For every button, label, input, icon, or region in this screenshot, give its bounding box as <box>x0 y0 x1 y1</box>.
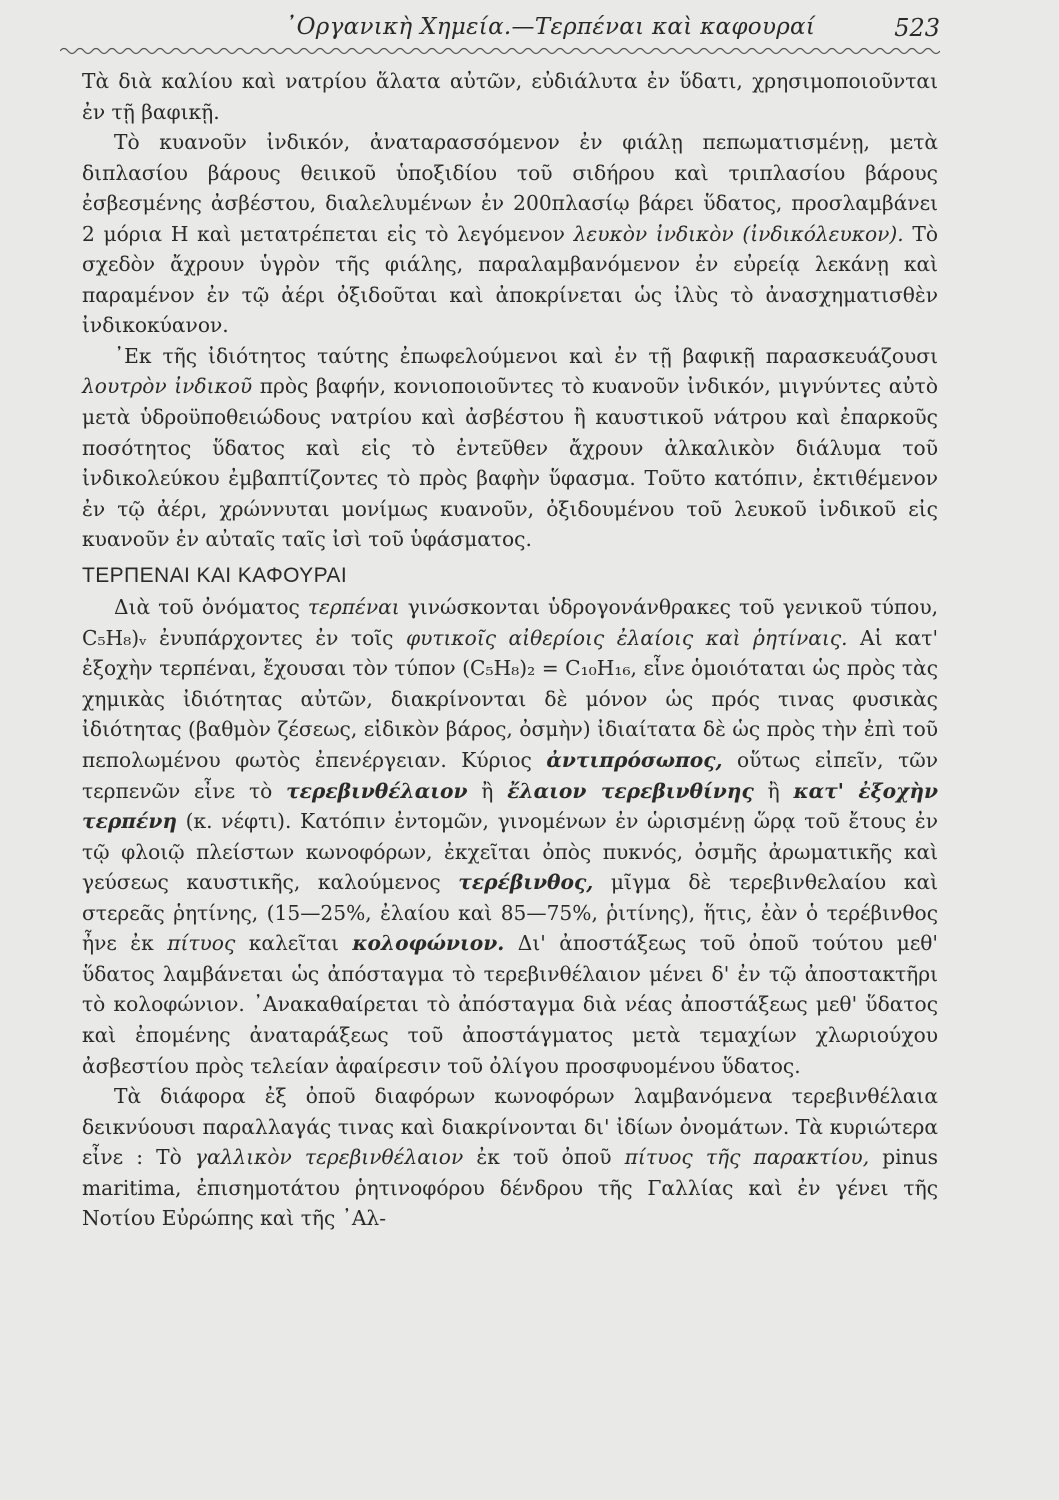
emphasis: λευκὸν ἰνδικὸν (ἰνδικόλευκον). <box>573 221 904 246</box>
bold-term: κολοφώνιον. <box>352 931 505 956</box>
bold-term: κατ' ἐξοχὴν τερπένη <box>82 778 939 834</box>
bold-term: τερέβινθος, <box>458 870 594 895</box>
paragraph: Διὰ τοῦ ὀνόματος τερπέναι γινώσκονται ὑδρογονάνθρακες τοῦ γενικοῦ τύπου, C₅H₈)ᵥ ἐνυπάρχοντες ἐν τοῖς φυτικοῖς αἰθερίοις ἐλαίοις καὶ ῥητίναις. Αἱ κατ' ἐξοχὴν τερπέναι, ἔχουσαι τὸν τύπον (C₅H₈)₂ = C₁₀H₁₆, εἶνε ὁμοιόταται ὡς πρὸς τὰς χημικὰς ἰδιότητας αὐτῶν, διακρίνονται δὲ μόνον ὡς πρός τινας φυσικὰς ἰδιότητας (βαθμὸν ζέσεως, εἰδικὸν βάρος, ὀσμὴν) ἰδιαίτατα δὲ ὡς πρὸς τὴν ἐπὶ τοῦ πεπολωμένου φωτὸς ἐπενέργειαν. Κύριος ἀντιπρόσωπος, οὕτως εἰπεῖν, τῶν τερπενῶν εἶνε τὸ τερεβινθέλαιον ἢ ἔλαιον τερεβινθίνης ἢ κατ' ἐξοχὴν τερπένη (κ. νέφτι). Κατόπιν ἐντομῶν, γινομένων ἐν ὡρισμένῃ ὥρᾳ τοῦ ἔτους ἐν τῷ φλοιῷ πλείστων κωνοφόρων, ἐκχεῖται ὀπὸς πυκνός, ὀσμῆς ἀρωματικῆς καὶ γεύσεως καυστικῆς, καλούμενος τερέβινθος, μῖγμα δὲ τερεβινθελαίου καὶ στερεᾶς ῥητίνης, (15—25%, ἐλαίου καὶ 85—75%, ῥιτίνης), ἥτις, ἐὰν ὁ τερέβινθος ἦνε ἐκ πίτυος καλεῖται κολοφώνιον. Δι' ἀποστάξεως τοῦ ὀποῦ τούτου μεθ' ὕδατος λαμβάνεται ὡς ἀπόσταγμα τὸ τερεβινθέλαιον μένει δ' ἐν τῷ ἀποστακτῆρι τὸ κολοφώνιον. ᾿Ανακαθαίρεται τὸ ἀπόσταγμα διὰ νέας ἀποστάξεως μεθ' ὕδατος καὶ ἐπομένης ἀναταράξεως τοῦ ἀποστάγματος μετὰ τεμαχίων χλωριούχου ἀσβεστίου πρὸς τελείαν ἀφαίρεσιν τοῦ ὀλίγου προσφυομένου ὕδατος. <box>82 595 939 1078</box>
emphasis: γαλλικὸν τερεβινθέλαιον <box>194 1145 464 1170</box>
bold-term: ἀντιπρόσωπος, <box>546 748 723 773</box>
running-title: ᾿Οργανικὴ Χημεία.—Τερπέναι καὶ καφουραί <box>284 14 816 40</box>
paragraph: Τὰ διὰ καλίου καὶ νατρίου ἅλατα αὐτῶν, εὐδιάλυτα ἐν ὕδατι, χρησιμοποιοῦνται ἐν τῇ βαφικῇ. <box>82 69 938 124</box>
emphasis: λουτρὸν ἰνδικοῦ <box>82 374 253 399</box>
bold-term: ἔλαιον τερεβινθίνης <box>507 778 754 803</box>
paragraph: Τὸ κυανοῦν ἰνδικόν, ἀναταρασσόμενον ἐν φιάλῃ πεπωματισμένῃ, μετὰ διπλασίου βάρους θειικοῦ ὑποξιδίου τοῦ σιδήρου καὶ τριπλασίου βάρους ἐσβεσμένης ἀσβέστου, διαλελυμένων ἐν 200πλασίῳ βάρει ὕδατος, προσλαμβάνει 2 μόρια Η καὶ μετατρέπεται εἰς τὸ λεγόμενον λευκὸν ἰνδικὸν (ἰνδικόλευκον). Τὸ σχεδὸν ἄχρουν ὑγρὸν τῆς φιάλης, παραλαμβανόμενον ἐν εὐρείᾳ λεκάνῃ καὶ παραμένον ἐν τῷ ἀέρι ὀξιδοῦται καὶ ἀποκρίνεται ὡς ἰλὺς τὸ ἀνασχηματισθὲν ἰνδικοκύανον. <box>82 130 939 338</box>
bold-term: τερεβινθέλαιον <box>286 778 468 803</box>
section-heading: ΤΕΡΠΕΝΑΙ ΚΑΙ ΚΑΦΟΥΡΑΙ <box>82 563 348 587</box>
body-text <box>82 66 938 1234</box>
page-number: 523 <box>894 14 940 42</box>
page-header <box>80 14 940 44</box>
paragraph: ᾿Εκ τῆς ἰδιότητος ταύτης ἐπωφελούμενοι καὶ ἐν τῇ βαφικῇ παρασκευάζουσι λουτρὸν ἰνδικοῦ πρὸς βαφήν, κονιοποιοῦντες τὸ κυανοῦν ἰνδικόν, μιγνύντες αὐτὸ μετὰ ὑδροϋποθειώδους νατρίου καὶ ἀσβέστου ἢ καυστικοῦ νάτρου καὶ ἐπαρκοῦς ποσότητος ὕδατος καὶ εἰς τὸ ἐντεῦθεν ἄχρουν ἀλκαλικὸν διάλυμα τοῦ ἰνδικολεύκου ἐμβαπτίζοντες τὸ πρὸς βαφὴν ὕφασμα. Τοῦτο κατόπιν, ἐκτιθέμενον ἐν τῷ ἀέρι, χρώννυται μονίμως κυανοῦν, ὀξιδουμένου τοῦ λευκοῦ ἰνδικοῦ εἰς κυανοῦν ἐν αὐταῖς ταῖς ἰσὶ τοῦ ὑφάσματος. <box>82 343 938 552</box>
emphasis: πίτυος τῆς παρακτίου, <box>624 1145 870 1170</box>
emphasis: φυτικοῖς αἰθερίοις ἐλαίοις καὶ ῥητίναις. <box>405 625 848 650</box>
emphasis: τερπέναι <box>307 595 400 620</box>
paragraph: Τὰ διάφορα ἐξ ὀποῦ διαφόρων κωνοφόρων λαμβανόμενα τερεβινθέλαια δεικνύουσι παραλλαγάς τινας καὶ διακρίνονται δι' ἰδίων ὀνομάτων. Τὰ κυριώτερα εἶνε : Τὸ γαλλικὸν τερεβινθέλαιον ἐκ τοῦ ὀποῦ πίτυος τῆς παρακτίου, pinus maritima, ἐπισημοτάτου ῥητινοφόρου δένδρου τῆς Γαλλίας καὶ ἐν γένει τῆς Νοτίου Εὐρώπης καὶ τῆς ᾿Αλ- <box>82 1084 938 1231</box>
emphasis: πίτυος <box>167 931 236 956</box>
wavy-rule-divider <box>60 44 940 58</box>
